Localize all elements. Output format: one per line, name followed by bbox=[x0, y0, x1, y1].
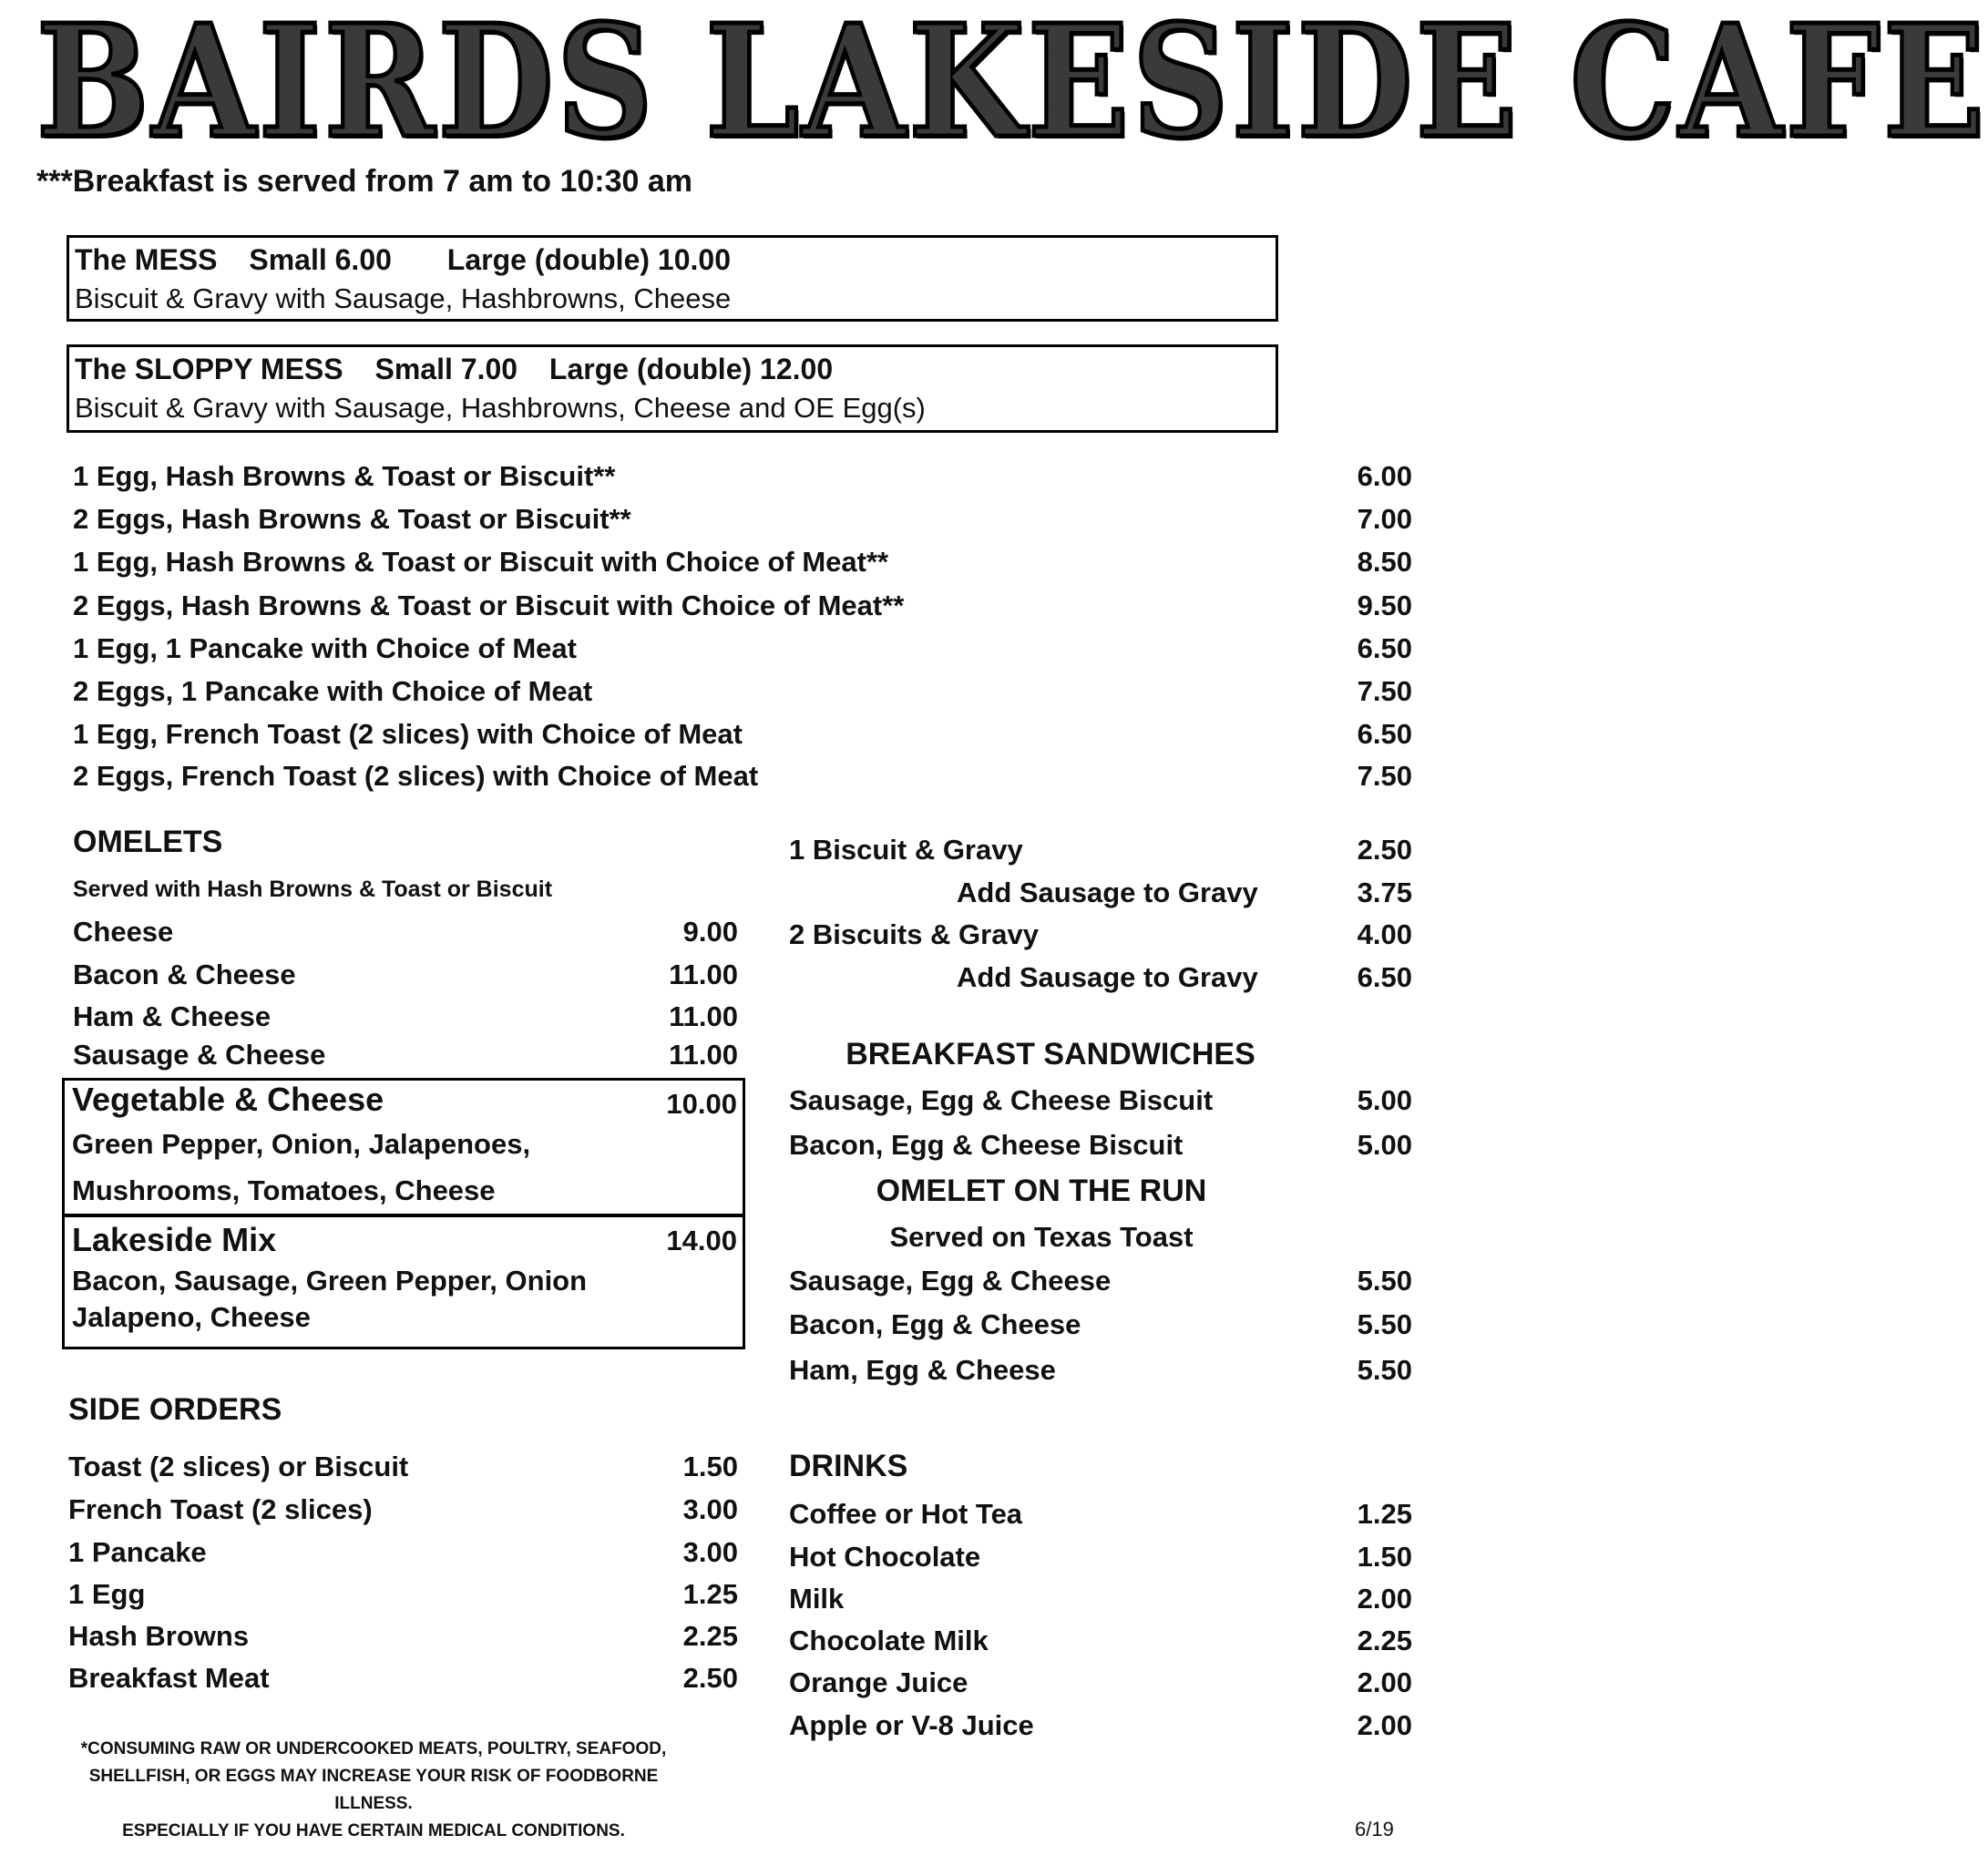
run-row: Ham, Egg & Cheese 5.50 bbox=[789, 1354, 1412, 1386]
side-row: 1 Egg 1.25 bbox=[68, 1578, 738, 1610]
biscuit-addon-row: Add Sausage to Gravy 3.75 bbox=[957, 877, 1412, 908]
mess-description: Biscuit & Gravy with Sausage, Hashbrowns, Cheese bbox=[75, 282, 732, 314]
sandwiches-heading: BREAKFAST SANDWICHES bbox=[845, 1037, 1255, 1071]
run-row: Bacon, Egg & Cheese 5.50 bbox=[789, 1308, 1412, 1340]
side-row: Breakfast Meat 2.50 bbox=[68, 1662, 738, 1694]
combo-row: 2 Eggs, 1 Pancake with Choice of Meat 7.50 bbox=[73, 675, 1412, 707]
omelet-row: Sausage & Cheese 11.00 bbox=[73, 1039, 738, 1071]
vegetable-omelet-desc: Green Pepper, Onion, Jalapenoes, bbox=[72, 1128, 531, 1160]
vegetable-omelet-price: 10.00 bbox=[666, 1088, 737, 1120]
side-row: Hash Browns 2.25 bbox=[68, 1620, 738, 1652]
mess-box bbox=[67, 235, 1278, 322]
sloppy-mess-description: Biscuit & Gravy with Sausage, Hashbrowns, Cheese and OE Egg(s) bbox=[75, 392, 926, 424]
omelets-heading: OMELETS bbox=[73, 825, 223, 859]
combo-row: 2 Eggs, Hash Browns & Toast or Biscuit with Choice of Meat** 9.50 bbox=[73, 590, 1412, 621]
omelets-note: Served with Hash Browns & Toast or Biscuit bbox=[73, 877, 553, 902]
combo-row: 1 Egg, Hash Browns & Toast or Biscuit with Choice of Meat** 8.50 bbox=[73, 546, 1412, 578]
combo-row: 1 Egg, 1 Pancake with Choice of Meat 6.50 bbox=[73, 632, 1412, 664]
side-row: French Toast (2 slices) 3.00 bbox=[68, 1493, 738, 1525]
mess-small-price: Small 6.00 bbox=[249, 243, 392, 276]
side-row: Toast (2 slices) or Biscuit 1.50 bbox=[68, 1451, 738, 1482]
vegetable-omelet-desc: Mushrooms, Tomatoes, Cheese bbox=[72, 1174, 496, 1206]
combo-row: 1 Egg, French Toast (2 slices) with Choice of Meat 6.50 bbox=[73, 718, 1412, 750]
mess-name: The MESS bbox=[75, 243, 218, 276]
combo-row: 2 Eggs, Hash Browns & Toast or Biscuit** 7.00 bbox=[73, 503, 1412, 535]
menu-date: 6/19 bbox=[1355, 1818, 1394, 1840]
lakeside-mix-desc: Bacon, Sausage, Green Pepper, Onion bbox=[72, 1265, 588, 1297]
breakfast-hours: ***Breakfast is served from 7 am to 10:30 am bbox=[36, 164, 693, 199]
omelet-on-the-run-heading: OMELET ON THE RUN bbox=[876, 1174, 1207, 1208]
lakeside-mix-label: Lakeside Mix bbox=[72, 1221, 277, 1258]
drink-row: Milk 2.00 bbox=[789, 1583, 1412, 1615]
omelet-on-the-run-note: Served on Texas Toast bbox=[889, 1221, 1194, 1253]
mess-large-price: Large (double) 10.00 bbox=[446, 243, 731, 276]
sloppy-mess-small-price: Small 7.00 bbox=[374, 353, 518, 385]
run-row: Sausage, Egg & Cheese 5.50 bbox=[789, 1265, 1412, 1297]
drink-row: Hot Chocolate 1.50 bbox=[789, 1541, 1412, 1573]
biscuit-row: 2 Biscuits & Gravy 4.00 bbox=[789, 918, 1412, 950]
sloppy-mess-large-price: Large (double) 12.00 bbox=[548, 353, 834, 385]
sloppy-mess-box bbox=[67, 344, 1278, 433]
cafe-title: BAIRDS LAKESIDE CAFE bbox=[36, 0, 1988, 173]
vegetable-omelet-box bbox=[62, 1078, 745, 1216]
lakeside-mix-price: 14.00 bbox=[666, 1225, 737, 1256]
omelet-row: Bacon & Cheese 11.00 bbox=[73, 959, 738, 990]
vegetable-omelet-label: Vegetable & Cheese bbox=[72, 1081, 384, 1118]
sandwich-row: Bacon, Egg & Cheese Biscuit 5.00 bbox=[789, 1129, 1412, 1161]
side-orders-heading: SIDE ORDERS bbox=[68, 1392, 282, 1427]
lakeside-mix-box bbox=[62, 1215, 745, 1349]
omelet-row: Ham & Cheese 11.00 bbox=[73, 1000, 738, 1032]
sloppy-mess-name: The SLOPPY MESS bbox=[75, 353, 343, 385]
omelet-row: Cheese 9.00 bbox=[73, 916, 738, 948]
biscuit-row: 1 Biscuit & Gravy 2.50 bbox=[789, 834, 1412, 866]
drink-row: Coffee or Hot Tea 1.25 bbox=[789, 1498, 1412, 1530]
drink-row: Orange Juice 2.00 bbox=[789, 1666, 1412, 1698]
combo-row: 2 Eggs, French Toast (2 slices) with Choice of Meat 7.50 bbox=[73, 760, 1412, 792]
side-row: 1 Pancake 3.00 bbox=[68, 1536, 738, 1568]
drink-row: Apple or V-8 Juice 2.00 bbox=[789, 1709, 1412, 1741]
sandwich-row: Sausage, Egg & Cheese Biscuit 5.00 bbox=[789, 1084, 1412, 1116]
combo-row: 1 Egg, Hash Browns & Toast or Biscuit** 6.00 bbox=[73, 460, 1412, 492]
drinks-heading: DRINKS bbox=[789, 1449, 908, 1483]
biscuit-addon-row: Add Sausage to Gravy 6.50 bbox=[957, 961, 1412, 993]
drink-row: Chocolate Milk 2.25 bbox=[789, 1625, 1412, 1656]
lakeside-mix-desc: Jalapeno, Cheese bbox=[72, 1301, 311, 1333]
food-safety-disclaimer: *CONSUMING RAW OR UNDERCOOKED MEATS, POULTRY, SEAFOOD, SHELLFISH, OR EGGS MAY INCREASE YOUR RISK OF FOODBORNE ILLNESS. ESPECIALLY IF YOU HAVE CERTAIN MEDICAL CONDITIONS. bbox=[80, 1739, 667, 1840]
